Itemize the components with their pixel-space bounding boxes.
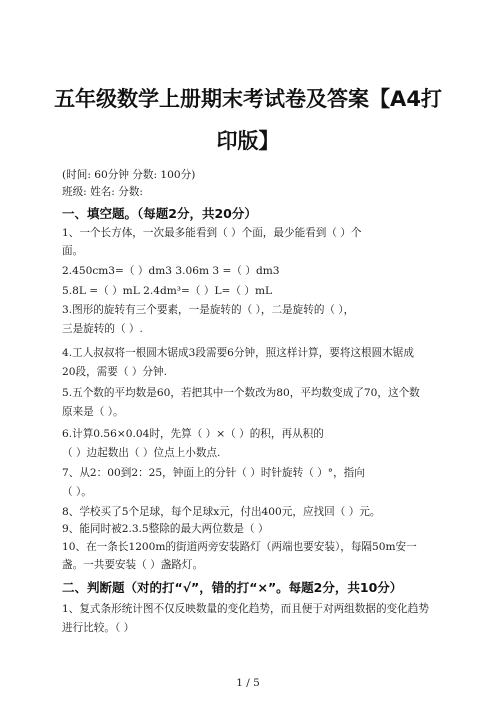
question-line: 1、一个长方体，一次最多能看到（ ）个面，最少能看到（ ）个 — [62, 227, 362, 239]
question-line: 5.五个数的平均数是60，若把其中一个数改为80，平均数变成了70，这个数 — [62, 387, 420, 399]
question-line: （ ）边起数出（ ）位点上小数点. — [62, 447, 221, 459]
question-line: 盏。一共要安装（ ）盏路灯。 — [62, 559, 204, 571]
section-2-heading: 二、判断题（对的打“√”，错的打“×”。每题2分，共10分） — [62, 580, 403, 595]
question-line: 9、能同时被2.3.5整除的最大两位数是（ ） — [62, 523, 269, 535]
question-line: 2.450cm3=（ ）dm3 3.06m 3 =（ ）dm3 — [62, 265, 280, 277]
question-line: 面。 — [62, 245, 84, 257]
question-line: 进行比较。（ ） — [62, 622, 135, 634]
question-line: 10、在一条长1200m的街道两旁安装路灯（两端也要安装），每隔50m安一 — [62, 541, 417, 553]
section-1-heading: 一、填空题。（每题2分，共20分） — [62, 206, 257, 221]
student-info-fields: 班级: 姓名: 分数: — [62, 186, 144, 198]
question-line: 4.工人叔叔将一根圆木锯成3段需要6分钟，照这样计算，要将这根圆木锯成 — [62, 347, 414, 359]
question-line: 三是旋转的（ ）. — [62, 323, 143, 335]
question-line: 6.计算0.56×0.04时，先算（ ）×（ ）的积，再从积的 — [62, 428, 324, 440]
time-score-info: (时间: 60分钟 分数: 100分) — [62, 169, 196, 181]
document-title — [40, 78, 456, 162]
question-line: 7、从2：00到2：25，钟面上的分针（ ）时针旋转（ ）°，指向 — [62, 467, 365, 479]
question-line: 1、复式条形统计图不仅反映数量的变化趋势，而且便于对两组数据的变化趋势 — [62, 603, 429, 615]
title-line-2: 印版】 — [216, 129, 280, 153]
question-line: 8、学校买了5个足球，每个足球x元，付出400元，应找回（ ）元。 — [62, 506, 381, 518]
title-line-1: 五年级数学上册期末考试卷及答案【A4打 — [54, 87, 442, 111]
question-line: 原来是（ ）。 — [62, 406, 124, 418]
question-line: 5.8L =（ ）mL 2.4dm³=（ ）L=（ ）mL — [62, 285, 273, 297]
page-number: 1 / 5 — [236, 677, 260, 689]
question-line: （ ）。 — [62, 486, 92, 498]
question-line: 20段，需要（ ）分钟. — [62, 366, 167, 378]
question-line: 3.图形的旋转有三个要素，一是旋转的（ ），二是旋转的（ ）， — [62, 304, 355, 316]
